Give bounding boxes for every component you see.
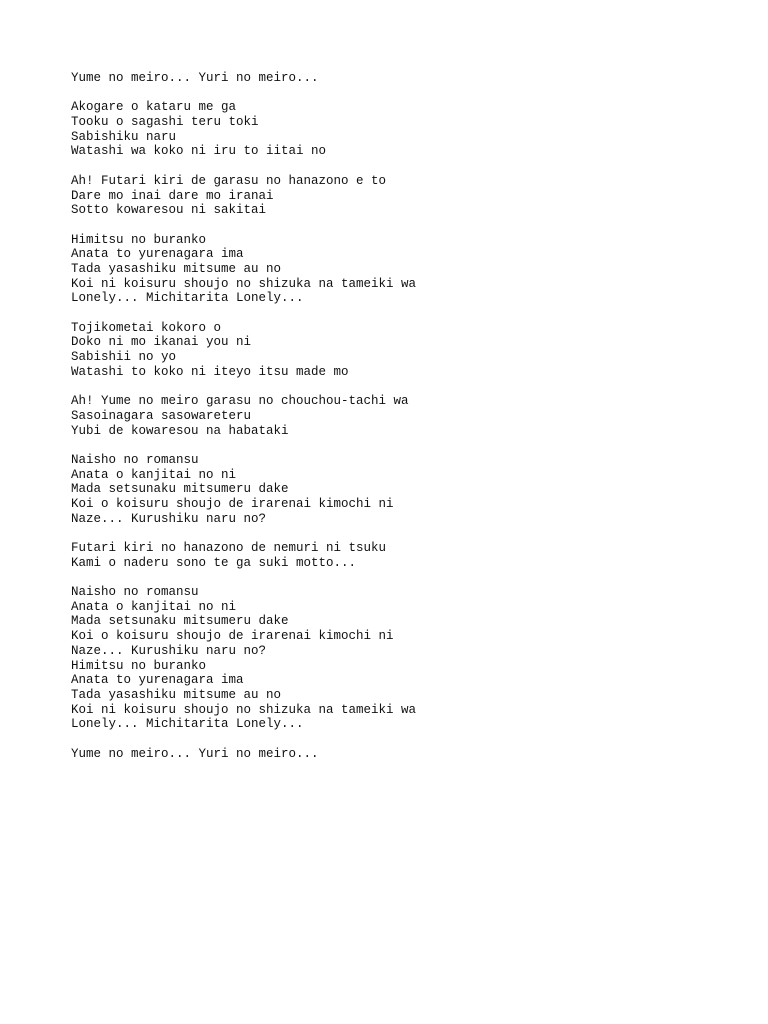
lyrics-line: Dare mo inai dare mo iranai (71, 188, 274, 203)
lyrics-stanza (71, 174, 691, 218)
lyrics-stanza (71, 321, 691, 380)
lyrics-line: Watashi to koko ni iteyo itsu made mo (71, 364, 349, 379)
lyrics-line: Sotto kowaresou ni sakitai (71, 203, 267, 218)
lyrics-line: Yubi de kowaresou na habataki (71, 423, 289, 438)
lyrics-line: Tada yasashiku mitsume au no (71, 261, 282, 276)
lyrics-line: Koi ni koisuru shoujo no shizuka na tameiki wa (71, 276, 417, 291)
lyrics-line: Anata o kanjitai no ni (71, 467, 237, 482)
lyrics-line: Naze... Kurushiku naru no? (71, 511, 267, 526)
lyrics-line: Koi ni koisuru shoujo no shizuka na tameiki wa (71, 702, 417, 717)
lyrics-stanza (71, 585, 691, 732)
lyrics-document (71, 71, 691, 776)
lyrics-stanza (71, 71, 691, 86)
lyrics-line: Kami o naderu sono te ga suki motto... (71, 555, 357, 570)
lyrics-line: Lonely... Michitarita Lonely... (71, 291, 304, 306)
lyrics-line: Ah! Futari kiri de garasu no hanazono e to (71, 173, 387, 188)
lyrics-line: Himitsu no buranko (71, 232, 207, 247)
lyrics-line: Ah! Yume no meiro garasu no chouchou-tachi wa (71, 394, 409, 409)
lyrics-line: Sasoinagara sasowareteru (71, 408, 252, 423)
lyrics-line: Tooku o sagashi teru toki (71, 115, 259, 130)
lyrics-line: Anata to yurenagara ima (71, 673, 244, 688)
lyrics-line: Koi o koisuru shoujo de irarenai kimochi ni (71, 496, 394, 511)
lyrics-line: Sabishiku naru (71, 129, 177, 144)
lyrics-line: Mada setsunaku mitsumeru dake (71, 614, 289, 629)
lyrics-line: Yume no meiro... Yuri no meiro... (71, 746, 319, 761)
lyrics-line: Sabishii no yo (71, 350, 177, 365)
lyrics-line: Koi o koisuru shoujo de irarenai kimochi ni (71, 629, 394, 644)
lyrics-stanza (71, 233, 691, 306)
lyrics-stanza (71, 747, 691, 762)
lyrics-line: Naisho no romansu (71, 585, 199, 600)
lyrics-line: Mada setsunaku mitsumeru dake (71, 482, 289, 497)
lyrics-line: Anata o kanjitai no ni (71, 599, 237, 614)
lyrics-line: Tada yasashiku mitsume au no (71, 687, 282, 702)
lyrics-stanza (71, 541, 691, 570)
lyrics-stanza (71, 394, 691, 438)
lyrics-line: Anata to yurenagara ima (71, 247, 244, 262)
lyrics-line: Doko ni mo ikanai you ni (71, 335, 252, 350)
lyrics-line: Yume no meiro... Yuri no meiro... (71, 71, 319, 85)
lyrics-stanza (71, 453, 691, 526)
lyrics-line: Akogare o kataru me ga (71, 100, 237, 115)
lyrics-line: Tojikometai kokoro o (71, 320, 222, 335)
lyrics-line: Naze... Kurushiku naru no? (71, 643, 267, 658)
lyrics-line: Himitsu no buranko (71, 658, 207, 673)
lyrics-line: Watashi wa koko ni iru to iitai no (71, 144, 327, 159)
lyrics-stanza (71, 100, 691, 159)
lyrics-line: Futari kiri no hanazono de nemuri ni tsuku (71, 541, 387, 555)
lyrics-line: Lonely... Michitarita Lonely... (71, 717, 304, 732)
lyrics-line: Naisho no romansu (71, 452, 199, 467)
